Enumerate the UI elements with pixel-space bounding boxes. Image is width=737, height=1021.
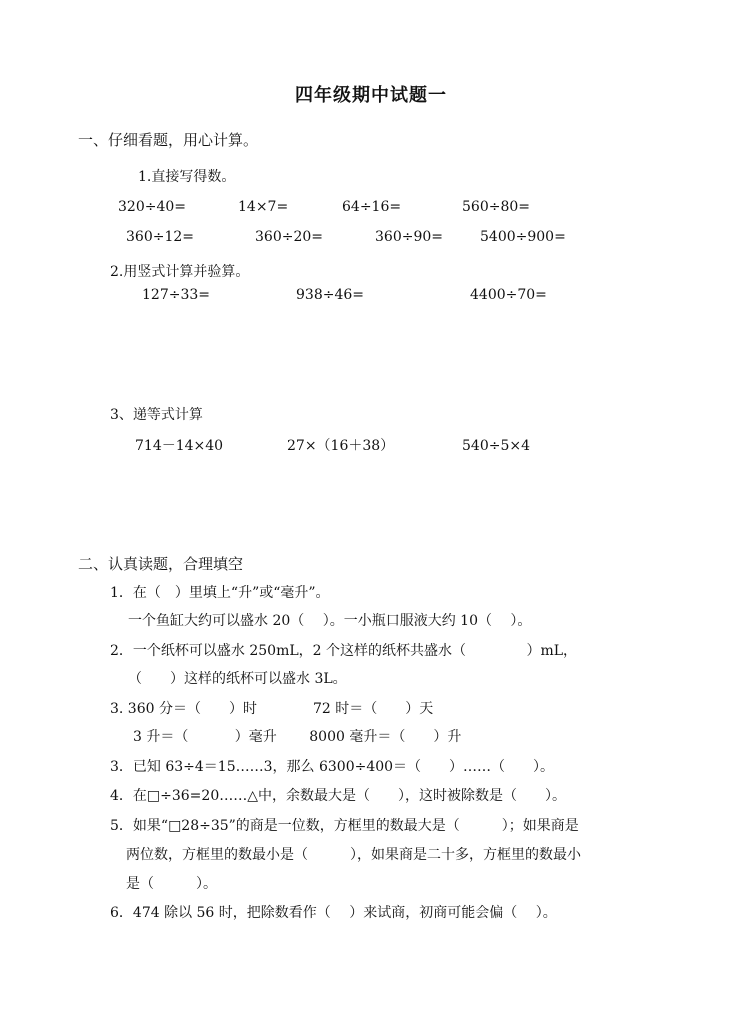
fill-blank-line: 2．一个纸杯可以盛水 250mL，2 个这样的纸杯共盛水（ ）mL， xyxy=(110,643,578,659)
fill-blank-line: 6．474 除以 56 时，把除数看作（ ）来试商，初商可能会偏（ ）。 xyxy=(110,905,557,921)
vertical-calc-item: 938÷46= xyxy=(296,287,364,303)
oral-calc-item: 360÷20= xyxy=(255,229,323,245)
oral-calc-item: 320÷40= xyxy=(118,199,186,215)
oral-calc-item: 560÷80= xyxy=(462,199,530,215)
fill-blank-line: 5．如果“□28÷35”的商是一位数，方框里的数最大是（ ）；如果商是 xyxy=(110,818,579,834)
step-calc-item: 540÷5×4 xyxy=(462,438,530,454)
oral-calc-item: 360÷90= xyxy=(375,229,443,245)
section-1-heading: 一、仔细看题，用心计算。 xyxy=(78,131,259,149)
oral-calc-item: 360÷12= xyxy=(126,229,194,245)
oral-calc-item: 64÷16= xyxy=(342,199,402,215)
page-title: 四年级期中试题一 xyxy=(295,85,447,106)
oral-calc-item: 14×7= xyxy=(238,199,289,215)
oral-calc-item: 5400÷900= xyxy=(480,229,566,245)
fill-blank-line: （ ）这样的纸杯可以盛水 3L。 xyxy=(128,671,347,687)
section-2-heading: 二、认真读题，合理填空 xyxy=(78,555,244,573)
step-calc-item: 714－14×40 xyxy=(135,438,224,454)
fill-blank-line: 4．在□÷36=20……△中，余数最大是（ ），这时被除数是（ ）。 xyxy=(110,788,566,804)
vertical-calc-item: 4400÷70= xyxy=(470,287,547,303)
fill-blank-line: 3．已知 63÷4＝15……3，那么 6300÷400＝（ ）……（ ）。 xyxy=(110,759,555,775)
vertical-calc-item: 127÷33= xyxy=(142,287,210,303)
fill-blank-line: 两位数，方框里的数最小是（ ），如果商是二十多，方框里的数最小 xyxy=(126,847,581,863)
step-calc-item: 27×（16＋38） xyxy=(287,438,395,454)
fill-blank-line: 1．在（ ）里填上“升”或“毫升”。 xyxy=(110,585,330,601)
fill-blank-line: 3 升＝（ ）毫升 8000 毫升＝（ ）升 xyxy=(133,729,462,745)
part-1-heading: 1.直接写得数。 xyxy=(138,169,236,185)
part-3-heading: 3、递等式计算 xyxy=(110,407,203,423)
fill-blank-line: 是（ ）。 xyxy=(126,876,217,892)
fill-blank-line: 3. 360 分＝（ ）时 72 时＝（ ）天 xyxy=(110,701,434,717)
fill-blank-line: 一个鱼缸大约可以盛水 20（ ）。一小瓶口服液大约 10（ ）。 xyxy=(128,613,532,629)
part-2-heading: 2.用竖式计算并验算。 xyxy=(110,264,250,280)
